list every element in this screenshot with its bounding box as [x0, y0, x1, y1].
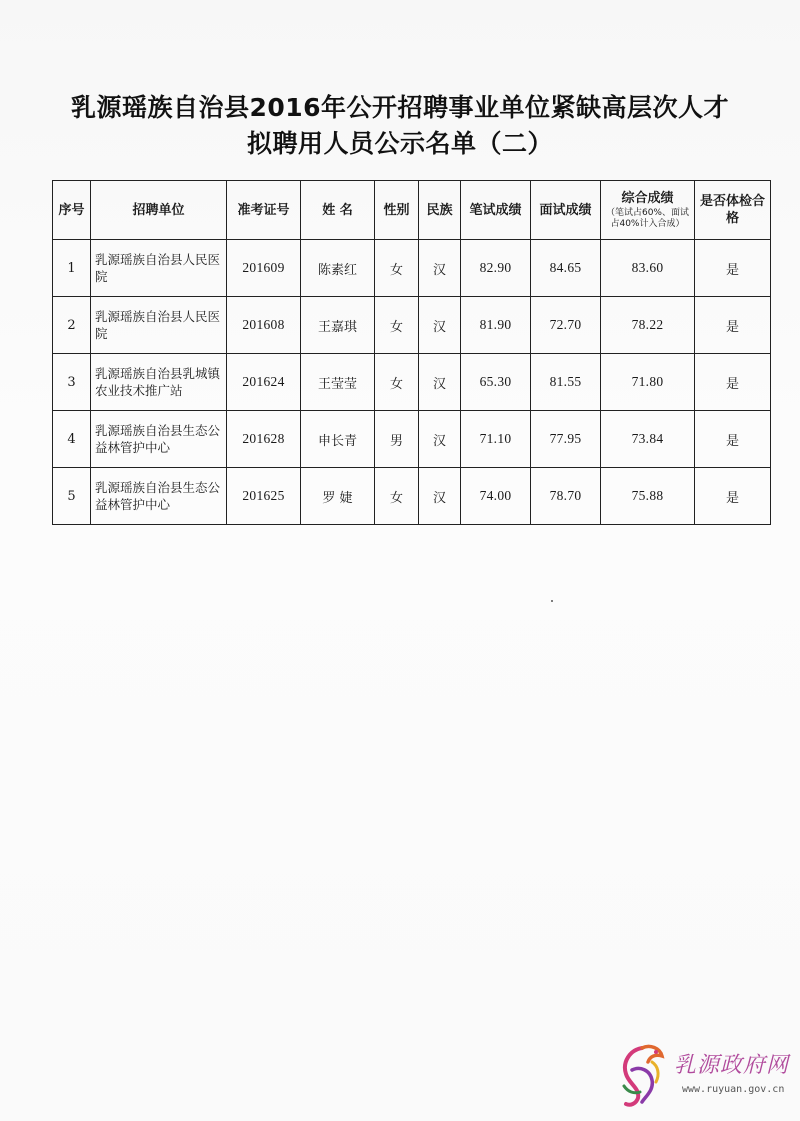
header-interview: 面试成绩	[531, 181, 601, 240]
candidate-table	[52, 180, 771, 525]
cell-seq: 5	[53, 468, 91, 525]
table-row	[53, 297, 771, 354]
cell-seq: 1	[53, 240, 91, 297]
table-header-row	[53, 181, 771, 240]
cell-interview: 78.70	[531, 468, 601, 525]
cell-written: 82.90	[461, 240, 531, 297]
cell-gender: 女	[375, 354, 419, 411]
cell-name: 罗 婕	[301, 468, 375, 525]
cell-interview: 81.55	[531, 354, 601, 411]
cell-written: 81.90	[461, 297, 531, 354]
header-gender: 性别	[375, 181, 419, 240]
cell-interview: 84.65	[531, 240, 601, 297]
watermark-url: www.ruyuan.gov.cn	[682, 1084, 785, 1095]
cell-medical: 是	[695, 297, 771, 354]
cell-medical: 是	[695, 468, 771, 525]
cell-exam-id: 201608	[227, 297, 301, 354]
cell-unit: 乳源瑶族自治县人民医院	[91, 297, 227, 354]
cell-seq: 2	[53, 297, 91, 354]
site-watermark	[612, 1040, 792, 1116]
cell-medical: 是	[695, 240, 771, 297]
cell-unit: 乳源瑶族自治县生态公益林管护中心	[91, 468, 227, 525]
cell-ethnicity: 汉	[419, 354, 461, 411]
cell-unit: 乳源瑶族自治县生态公益林管护中心	[91, 411, 227, 468]
cell-unit: 乳源瑶族自治县人民医院	[91, 240, 227, 297]
cell-exam-id: 201625	[227, 468, 301, 525]
cell-gender: 女	[375, 240, 419, 297]
cell-name: 王莹莹	[301, 354, 375, 411]
cell-interview: 72.70	[531, 297, 601, 354]
cell-ethnicity: 汉	[419, 411, 461, 468]
header-unit: 招聘单位	[91, 181, 227, 240]
table-row	[53, 411, 771, 468]
table-row	[53, 354, 771, 411]
cell-medical: 是	[695, 354, 771, 411]
cell-total: 73.84	[601, 411, 695, 468]
cell-written: 71.10	[461, 411, 531, 468]
cell-exam-id: 201628	[227, 411, 301, 468]
cell-seq: 3	[53, 354, 91, 411]
header-written: 笔试成绩	[461, 181, 531, 240]
table-row	[53, 468, 771, 525]
cell-written: 74.00	[461, 468, 531, 525]
header-total	[601, 181, 695, 240]
cell-total: 83.60	[601, 240, 695, 297]
cell-exam-id: 201624	[227, 354, 301, 411]
cell-ethnicity: 汉	[419, 297, 461, 354]
cell-total: 71.80	[601, 354, 695, 411]
cell-seq: 4	[53, 411, 91, 468]
cell-name: 陈素红	[301, 240, 375, 297]
cell-gender: 女	[375, 468, 419, 525]
header-total-note: （笔试占60%、面试占40%计入合成）	[605, 208, 689, 229]
header-ethnicity: 民族	[419, 181, 461, 240]
cell-written: 65.30	[461, 354, 531, 411]
table-row	[53, 240, 771, 297]
cell-name: 王嘉琪	[301, 297, 375, 354]
document-title-line-1: 乳源瑶族自治县2016年公开招聘事业单位紧缺高层次人才	[70, 93, 730, 122]
phoenix-logo-icon	[612, 1040, 672, 1110]
header-name: 姓 名	[301, 181, 375, 240]
cell-ethnicity: 汉	[419, 468, 461, 525]
cell-unit: 乳源瑶族自治县乳城镇农业技术推广站	[91, 354, 227, 411]
cell-interview: 77.95	[531, 411, 601, 468]
document-title-line-2: 拟聘用人员公示名单（二）	[246, 129, 553, 158]
cell-exam-id: 201609	[227, 240, 301, 297]
cell-ethnicity: 汉	[419, 240, 461, 297]
cell-name: 申长青	[301, 411, 375, 468]
watermark-brand: 乳源政府网	[674, 1053, 790, 1078]
cell-total: 75.88	[601, 468, 695, 525]
scan-speck	[551, 600, 553, 602]
header-total-label: 综合成绩	[621, 191, 674, 206]
cell-gender: 男	[375, 411, 419, 468]
header-seq: 序号	[53, 181, 91, 240]
header-exam-id: 准考证号	[227, 181, 301, 240]
cell-gender: 女	[375, 297, 419, 354]
cell-medical: 是	[695, 411, 771, 468]
cell-total: 78.22	[601, 297, 695, 354]
header-medical: 是否体检合格	[695, 181, 771, 240]
